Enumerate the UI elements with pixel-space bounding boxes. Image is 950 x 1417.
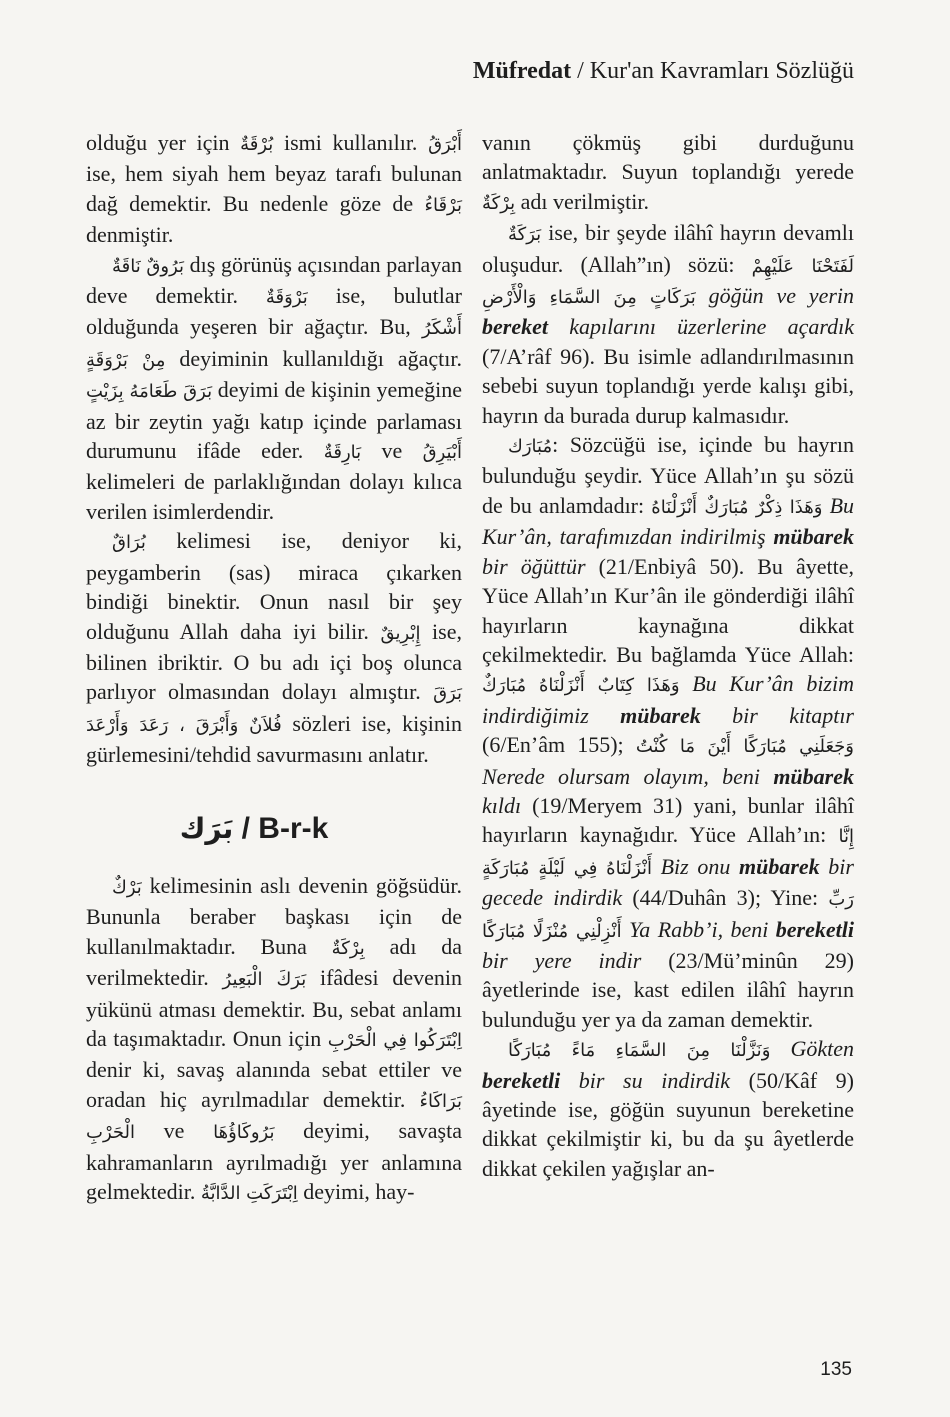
translation-emphasis: mübarek [738, 853, 820, 879]
translation-emphasis: mübarek [620, 702, 701, 728]
text-run: denmiştir. [86, 222, 174, 248]
text-run: ifâdesi devenin yükünü atması demektir. Bu, sebat anlamı da taşımaktadır. Onun için [86, 965, 462, 1051]
arabic-term: بَرَاكَاءُ الْحَرْبِ [86, 1090, 462, 1144]
verse-reference: (44/Duhân 3); Yine: [622, 885, 829, 911]
text-run: denir ki, savaş alanında sebat ettiler ve oradan hiç ayrılmadılar demektir. [86, 1057, 462, 1112]
text-run: adı verilmiştir. [515, 188, 649, 214]
left-paragraph-2 [86, 250, 462, 527]
arabic-verse: رَبِّ أَنْزِلْنِي مُنْزَلًا مُبَارَكًا [482, 889, 854, 942]
text-run: ise, bilinen ibriktir. O bu adı içi boş olunca parlıyor olmasından dolayı almıştır. [86, 618, 462, 705]
arabic-verse: إِنَّا أَنْزَلْنَاهُ فِي لَيْلَةٍ مُبَارَكَةٍ [482, 826, 854, 879]
translation-italic: bir gecede indirdik [482, 853, 854, 911]
arabic-term: نَاقَةٌ [112, 255, 141, 277]
arabic-term: بَرَقَ طَعَامَهُ بِزَيْتٍ [86, 381, 213, 403]
arabic-term: اِبْتَرَكُوا فِي الْحَرْبِ [327, 1029, 462, 1051]
arabic-verse: لَفَتَحْنَا عَلَيْهِمْ بَرَكَاتٍ مِنَ السَّمَاءِ وَالْأَرْضِ [482, 255, 854, 309]
verse-reference: (19/Meryem 31) yani, bunlar ilâhî hayırların kaynağıdır. Yüce Allah’ın: [482, 792, 854, 848]
right-paragraph-3 [482, 430, 854, 1034]
right-paragraph-4 [482, 1034, 854, 1183]
text-run: ise, bulutlar olduğunda yeşeren bir ağaçtır. Bu, [86, 283, 462, 340]
translation-italic: kıldı [482, 792, 522, 818]
translation-italic: bir su indirdik [560, 1067, 731, 1093]
text-run [680, 671, 693, 696]
arabic-term: بَرُوكَاؤُهَا [213, 1122, 275, 1144]
verse-reference: (50/Kâf 9) âyetinde ise, göğün suyunun bereketine dikkat çekilmiştir ki, bu da şu âyetlerde dikkat çekilen yağışlar an- [482, 1067, 854, 1181]
text-run: : Sözcüğü ise, içinde bu hayrın bulunduğu şeydir. Yüce Allah’ın şu sözü de bu anlamdadır: [482, 432, 854, 518]
text-run: deyiminin kullanıldığı ağaçtır. [165, 345, 462, 371]
text-run: kelimesinin aslı devenin göğsüdür. Bununla beraber başkası için de kullanılmaktadır. Buna [86, 872, 462, 959]
translation-emphasis: mübarek [773, 524, 854, 550]
arabic-term: بَرَكَ الْبَعِيرُ [222, 969, 307, 991]
translation-italic: kapılarını üzerlerine açardık [547, 314, 854, 340]
section-heading-arabic: بَرَك [179, 811, 234, 845]
text-run: ismi kullanılır. [273, 130, 429, 155]
translation-emphasis: bereketli [775, 916, 854, 942]
arabic-verse: وَهَذَا كِتَابٌ أَنْزَلْنَاهُ مُبَارَكٌ [482, 675, 680, 697]
translation-italic: göğün ve yerin [708, 283, 855, 309]
arabic-term: بَرُوقٌ [146, 255, 185, 277]
arabic-term: أَبْيَرِقُ [422, 442, 462, 464]
arabic-term: أَشْكَرُ مِنْ بَرْوَقَةٍ [86, 318, 462, 371]
arabic-term: بَرَقَ فُلاَنٌ وَأَبْرَقَ ، رَعَدَ وَأَرْعَدَ [86, 683, 462, 736]
left-paragraph-4 [86, 871, 462, 1208]
text-run: olduğu yer için [86, 130, 241, 155]
text-run [622, 917, 629, 942]
text-run: ve [361, 438, 423, 464]
translation-italic: Biz onu [660, 853, 739, 879]
translation-emphasis: bereket [482, 314, 548, 340]
text-run: sözleri ise, kişinin gürlemesini/tehdid savurmasını anlatır. [86, 710, 462, 768]
text-run: deyimi, hay- [297, 1179, 415, 1204]
text-run: vanın çökmüş gibi durduğunu anlatmaktadır. Suyun toplandığı yerede [482, 130, 854, 185]
arabic-term: بَرْوَقَةٌ [265, 287, 308, 309]
text-run: ve [134, 1118, 214, 1144]
text-run: kelimesi ise, deniyor ki, peygamberin (sas) miraca çıkarken bindiği binektir. Onun nasıl bir şey olduğunu Allah daha iyi bilir. [86, 528, 462, 644]
verse-reference: (23/Mü’minûn 29) âyetlerinde ise, kast edilen ilâhî hayrın bulunduğu yer ya da zaman demektir. [482, 947, 854, 1032]
arabic-term: مُبَارَك [508, 436, 553, 458]
arabic-term: بَارِقَةٌ [323, 442, 362, 464]
arabic-verse: وَجَعَلَنِي مُبَارَكًا أَيْنَ مَا كُنْتُ [635, 736, 854, 758]
text-run: dış görünüş açısından parlayan deve demektir. [86, 251, 463, 309]
arabic-term: أَبْرَقُ [428, 134, 462, 155]
translation-emphasis: mübarek [773, 763, 854, 789]
arabic-term: إِبْرِيقٌ [380, 622, 421, 644]
arabic-term: بَرْكٌ [112, 876, 142, 898]
arabic-verse: وَنَزَّلْنَا مِنَ السَّمَاءِ مَاءً مُبَارَكًا [508, 1040, 771, 1062]
arabic-term: بُرَاقٌ [112, 532, 146, 554]
translation-emphasis: bereketli [482, 1067, 561, 1093]
text-run: adı da verilmektedir. [86, 933, 462, 991]
section-heading-b-r-k [86, 811, 462, 845]
text-run: kelimeleri de parlaklığından dolayı kılıca verilen isimlerdendir. [86, 469, 462, 524]
arabic-term: بِرْكَةٌ [331, 937, 365, 959]
text-run [822, 493, 829, 518]
page-number: 135 [820, 1359, 852, 1380]
text-run: ise, hem siyah hem beyaz tarafı bulunan dağ demektir. Bu nedenle göze de [86, 161, 462, 216]
text-run [696, 283, 709, 308]
verse-reference: (7/A’râf 96). Bu isimle adlandırılmasının sebebi suyun toplandığı yerde kalışı gibi, hayrın da burada durup kalmasıdır. [482, 343, 854, 428]
translation-italic: Bu Kur’ân, tarafımızdan indirilmiş [482, 492, 855, 550]
arabic-term: بَرَكَةٌ [508, 224, 542, 246]
section-heading-latin: / B-r-k [233, 811, 329, 845]
verse-reference: (21/Enbiyâ 50). Bu âyette, Yüce Allah’ın Kur’ân ile gönderdiği ilâhî hayırların kaynağına dikkat çekilmektedir. Bu bağlamda Yüce Allah: [482, 553, 854, 667]
arabic-term: اِبْتَرَكَتِ الدَّابَّةُ [200, 1183, 298, 1204]
running-header [473, 58, 854, 85]
left-paragraph-3 [86, 526, 462, 769]
arabic-term: بُرْقَةٌ [240, 134, 274, 155]
text-run: deyimi de kişinin yemeğine az bir zeytin yağı katıp içinde parlaması durumunu ifâde eder. [86, 377, 462, 464]
translation-italic: bir öğüttür [482, 553, 586, 579]
arabic-term: بِرْكَةٌ [482, 192, 516, 214]
translation-italic: bir yere indir [482, 947, 642, 973]
translation-italic: Ya Rabb’i, beni [629, 916, 776, 942]
translation-italic: Nerede olursam olayım, beni [482, 763, 774, 789]
right-column [482, 128, 854, 1183]
text-run: ise, bir şeyde ilâhî hayrın devamlı oluşudur. (Allah”ın) sözü: [482, 220, 854, 277]
translation-italic: Gökten [790, 1036, 855, 1062]
text-run: deyimi, savaşta kahramanların ayrılmadığı yer anlamına gelmektedir. [86, 1118, 462, 1204]
arabic-term: بَرْقَاءُ [424, 194, 462, 216]
left-paragraph-1 [86, 128, 462, 250]
left-column [86, 128, 462, 1208]
right-paragraph-2 [482, 218, 854, 430]
right-paragraph-1 [482, 128, 854, 218]
text-run [652, 854, 661, 879]
header-title-rest: / Kur'an Kavramları Sözlüğü [571, 58, 854, 84]
verse-reference: (6/En’âm 155); [482, 732, 636, 758]
translation-italic: Bu Kur’ân bizim indirdiğimiz [482, 671, 854, 728]
arabic-verse: وَهَذَا ذِكْرٌ مُبَارَكٌ أَنْزَلْنَاهُ [651, 496, 823, 518]
translation-italic: bir kitaptır [700, 702, 854, 728]
text-run [770, 1036, 790, 1061]
header-title-bold: Müfredat [472, 58, 572, 84]
